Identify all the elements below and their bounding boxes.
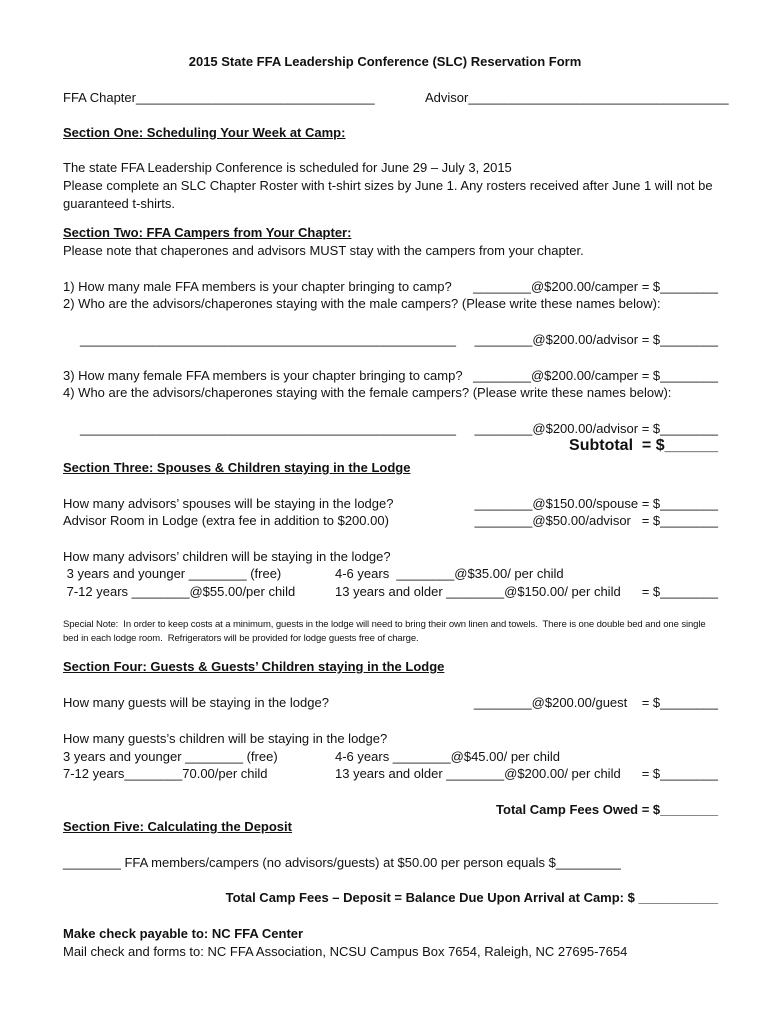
question-2-names-field[interactable]: ____________________________________________________ bbox=[80, 332, 456, 347]
subtotal-field[interactable]: Subtotal = $______ bbox=[569, 437, 718, 454]
advisor-children-total-field[interactable]: = $________ bbox=[641, 584, 718, 599]
advisor-room-fee-field[interactable]: ________@$50.00/advisor = $________ bbox=[474, 513, 718, 528]
question-1: 1) How many male FFA members is your chapter bringing to camp? bbox=[63, 279, 452, 294]
section-four-heading: Section Four: Guests & Guests’ Children staying in the Lodge bbox=[63, 659, 445, 674]
section-one-text-3: guaranteed t-shirts. bbox=[63, 196, 176, 211]
ffa-chapter-field[interactable]: FFA Chapter_________________________________ bbox=[63, 90, 375, 105]
advisor-children-under-3-field[interactable]: 3 years and younger ________ (free) bbox=[63, 566, 282, 581]
section-two-heading: Section Two: FFA Campers from Your Chapter: bbox=[63, 225, 352, 240]
form-title: 2015 State FFA Leadership Conference (SLC) Reservation Form bbox=[188, 54, 582, 69]
advisor-field[interactable]: Advisor____________________________________ bbox=[425, 90, 729, 105]
section-one-heading: Section One: Scheduling Your Week at Camp: bbox=[63, 125, 346, 140]
spouses-fee-field[interactable]: ________@$150.00/spouse = $________ bbox=[474, 496, 718, 511]
guest-children-7-12-field[interactable]: 7-12 years________70.00/per child bbox=[63, 766, 268, 781]
question-2: 2) Who are the advisors/chaperones staying with the male campers? (Please write these names below): bbox=[63, 296, 661, 311]
question-1-fee-field[interactable]: ________@$200.00/camper = $________ bbox=[473, 279, 718, 294]
advisor-children-4-6-field[interactable]: 4-6 years ________@$35.00/ per child bbox=[335, 566, 564, 581]
question-4-names-field[interactable]: ____________________________________________________ bbox=[80, 421, 456, 436]
spouses-question: How many advisors’ spouses will be staying in the lodge? bbox=[63, 496, 394, 511]
question-4-fee-field[interactable]: ________@$200.00/advisor = $________ bbox=[474, 421, 718, 436]
special-note-line-1: Special Note: In order to keep costs at a minimum, guests in the lodge will need to bring their own linen and towels. There is one double bed and one single bbox=[63, 619, 706, 630]
special-note-line-2: bed in each lodge room. Refrigerators will be provided for lodge guests free of charge. bbox=[63, 633, 419, 644]
advisor-children-13-plus-field[interactable]: 13 years and older ________@$150.00/ per child bbox=[335, 584, 621, 599]
section-one-text-2: Please complete an SLC Chapter Roster with t-shirt sizes by June 1. Any rosters received after June 1 will not be bbox=[63, 178, 713, 193]
guests-question: How many guests will be staying in the lodge? bbox=[63, 695, 329, 710]
guest-children-under-3-field[interactable]: 3 years and younger ________ (free) bbox=[63, 749, 278, 764]
section-one-text-1: The state FFA Leadership Conference is scheduled for June 29 – July 3, 2015 bbox=[63, 160, 512, 175]
guest-children-question: How many guests’s children will be staying in the lodge? bbox=[63, 731, 388, 746]
section-five-heading: Section Five: Calculating the Deposit bbox=[63, 819, 292, 834]
total-camp-fees-field[interactable]: Total Camp Fees Owed = $________ bbox=[496, 802, 718, 817]
question-4: 4) Who are the advisors/chaperones staying with the female campers? (Please write these names below): bbox=[63, 385, 672, 400]
balance-due-field[interactable]: Total Camp Fees – Deposit = Balance Due Upon Arrival at Camp: $ ___________ bbox=[225, 890, 718, 905]
guest-children-total-field[interactable]: = $________ bbox=[641, 766, 718, 781]
deposit-field[interactable]: ________ FFA members/campers (no advisors/guests) at $50.00 per person equals $_________ bbox=[63, 855, 621, 870]
guest-children-4-6-field[interactable]: 4-6 years ________@$45.00/ per child bbox=[335, 749, 560, 764]
advisor-children-question: How many advisors’ children will be staying in the lodge? bbox=[63, 549, 391, 564]
guests-fee-field[interactable]: ________@$200.00/guest = $________ bbox=[473, 695, 718, 710]
advisor-room-question: Advisor Room in Lodge (extra fee in addition to $200.00) bbox=[63, 513, 389, 528]
question-2-fee-field[interactable]: ________@$200.00/advisor = $________ bbox=[474, 332, 718, 347]
section-three-heading: Section Three: Spouses & Children staying in the Lodge bbox=[63, 460, 411, 475]
question-3-fee-field[interactable]: ________@$200.00/camper = $________ bbox=[473, 368, 718, 383]
advisor-children-7-12-field[interactable]: 7-12 years ________@$55.00/per child bbox=[63, 584, 296, 599]
guest-children-13-plus-field[interactable]: 13 years and older ________@$200.00/ per child bbox=[335, 766, 621, 781]
section-two-note: Please note that chaperones and advisors MUST stay with the campers from your chapter. bbox=[63, 243, 584, 258]
mailing-address-text: Mail check and forms to: NC FFA Association, NCSU Campus Box 7654, Raleigh, NC 27695-7654 bbox=[63, 944, 628, 959]
check-payable-text: Make check payable to: NC FFA Center bbox=[63, 926, 304, 941]
question-3: 3) How many female FFA members is your chapter bringing to camp? bbox=[63, 368, 463, 383]
